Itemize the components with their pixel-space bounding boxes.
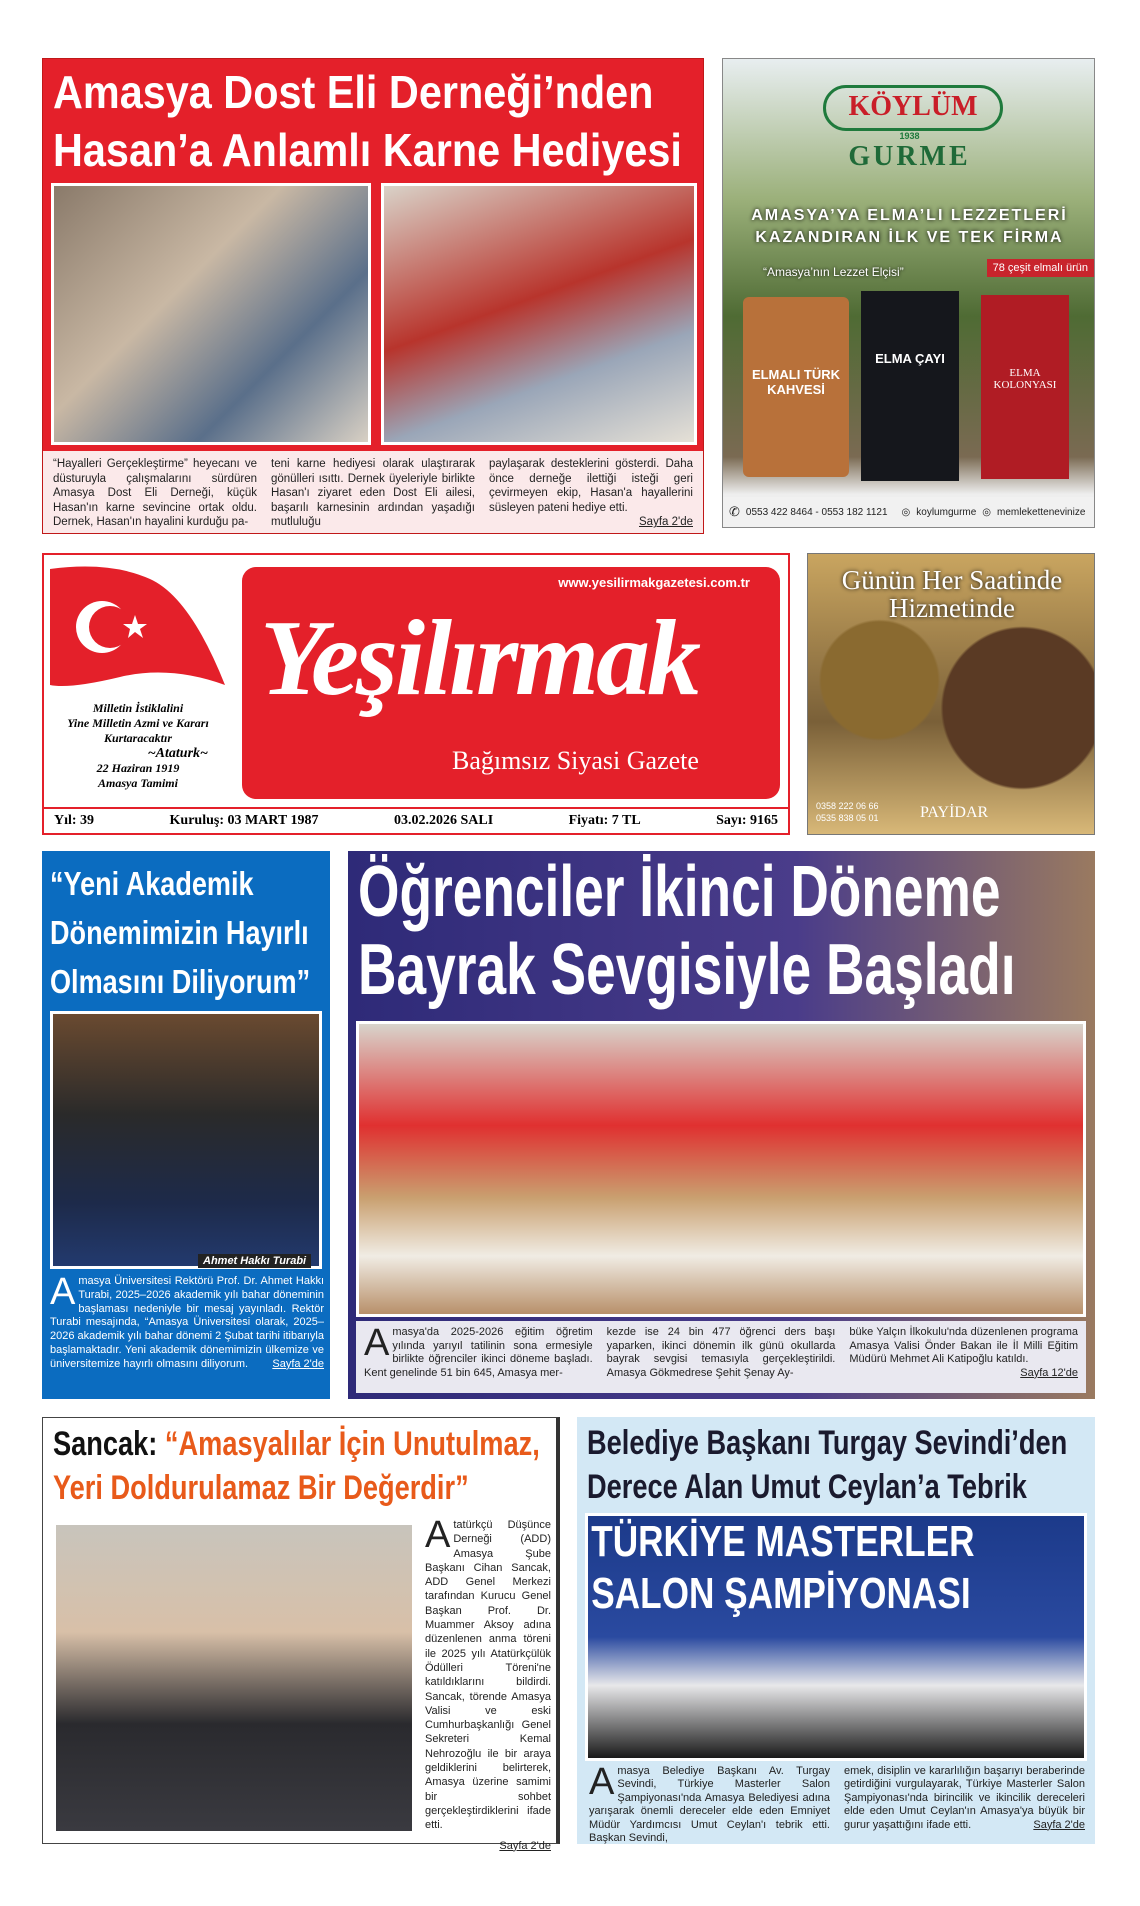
logo-box — [242, 567, 780, 799]
ad-headline: Hizmetinde — [889, 593, 1015, 623]
photo-ahmet-hakki-turabi — [50, 1011, 322, 1269]
photo-classroom-flags — [356, 1021, 1086, 1317]
phone-number: 0358 222 06 66 — [816, 801, 879, 811]
headline-line: Bayrak Sevgisiyle Başladı — [358, 930, 1016, 1010]
price-info: Fiyatı: 7 TL — [568, 813, 641, 828]
story-text: masya Üniversitesi Rektörü Prof. Dr. Ahmet Hakkı Turabi, 2025–2026 akademik yılı bahar döneminin başlaması nedeniyle bir mesaj yayınladı. Rektör Turabi mesajında, “Amasya Üniversitesi olarak, 2025–2026 akademik yılı bahar dönemi 2 Şubat tarihi itibarıyla başlamaktadır. Yeni akademik dönemimizin ülkemize ve üniversitemize hayırlı olmasını diliyorum. — [50, 1275, 324, 1370]
motto-line: Milletin İstiklalini — [92, 701, 184, 715]
instagram-icon: ◎ — [982, 506, 992, 518]
drop-cap: A — [589, 1761, 615, 1803]
slogan-line: AMASYA’YA ELMA’LI LEZZETLERİ — [751, 207, 1068, 224]
issue-info: Sayı: 9165 — [716, 813, 778, 828]
story-akademik-donem — [42, 851, 330, 1399]
story-column: kezde ise 24 bin 477 öğrenci ders başı yaparken, ikinci dönemin ilk günü okullarda bayrak sevgisi temasıyla gerçekleştirildi. Amasya Gökmedrese Şehit Şenay Ay- — [606, 1326, 836, 1379]
photo-hasan-reading — [51, 183, 371, 445]
drop-cap: A — [425, 1514, 451, 1556]
continue-link[interactable]: Sayfa 12'de — [1020, 1366, 1079, 1379]
motto-line: Yine Milletin Azmi ve Kararı — [67, 716, 209, 730]
drop-cap: A — [364, 1322, 390, 1364]
story-column: paylaşarak desteklerini gösterdi. Daha önce derneğe ilettiği isteği geri çevirmeyen ekip, Hasan'a hayallerini süsleyen pateni hediye etti. — [489, 458, 693, 514]
url-text[interactable]: www.yesilirmakgazetesi.com.tr — [558, 575, 750, 590]
headline-line: Öğrenciler İkinci Döneme — [358, 852, 1001, 932]
brand-sub: GURME — [848, 141, 971, 172]
ad-koylum-gurme[interactable] — [722, 58, 1095, 528]
motto-date: 22 Haziran 1919 — [96, 761, 180, 775]
masthead — [42, 553, 790, 835]
headline-line: Amasya Dost Eli Derneği’nden — [53, 66, 654, 118]
story-column: emek, disiplin ve kararlılığın başarıyı beraberinde getirdiğini vurgulayarak, Türkiye Masterler Salon Şampiyonası'nda birincilik ve ikincilik dereceleri elde eden Umut Ceylan'ın Amasya'ya büyük bir gurur yaşattığını ifade etti. — [844, 1765, 1085, 1831]
story-bayrak-sevgisi — [348, 851, 1095, 1399]
newspaper-name: Yeşilırmak — [260, 599, 699, 718]
headline-quote: Yeri Doldurulamaz Bir Değerdir” — [53, 1469, 469, 1507]
headline-quote: “Amasyalılar İçin Unutulmaz, — [164, 1425, 540, 1463]
photo-caption: Ahmet Hakkı Turabi — [198, 1254, 311, 1268]
photo-sancak-nehrozoglu — [53, 1522, 415, 1834]
product-cologne: ELMA KOLONYASI — [981, 295, 1069, 479]
turkish-flag-icon — [50, 565, 230, 695]
tagline: “Amasya’nın Lezzet Elçisi” — [763, 265, 904, 279]
instagram-icon: ◎ — [901, 506, 911, 518]
ad-payidar[interactable] — [807, 553, 1095, 835]
instagram-handle: memlekettenevinize — [997, 506, 1086, 518]
story-column: “Hayalleri Gerçekleştirme” heyecanı ve düsturuyla çalışmalarını sürdüren Amasya Dost Eli Derneği, küçük Hasan'ın karne sevincine ortak oldu. Dernek, Hasan'ın hayalini kurduğu pa- — [53, 458, 257, 529]
brand-name: KÖYLÜM — [848, 91, 978, 122]
product-coffee: ELMALI TÜRK KAHVESİ — [743, 297, 849, 477]
motto-date: Amasya Tamimi — [98, 776, 178, 790]
drop-cap: A — [50, 1271, 76, 1313]
year-info: Yıl: 39 — [54, 813, 95, 828]
headline-line: Derece Alan Umut Ceylan’a Tebrik — [587, 1468, 1027, 1506]
continue-link[interactable]: Sayfa 2'de — [639, 516, 693, 529]
banner-text: SALON ŞAMPİYONASI — [591, 1569, 971, 1618]
product-tea: ELMA ÇAYI — [861, 291, 959, 481]
headline-line: “Yeni Akademik — [50, 865, 254, 902]
story-column: büke Yalçın İlkokulu'nda düzenlenen programa Amasya Valisi Önder Bakan ile İl Milli Eğitim Müdürü Mehmet Ali Katipoğlu katıldı. — [849, 1326, 1079, 1366]
newspaper-subtitle: Bağımsız Siyasi Gazete — [452, 746, 699, 775]
founded-info: Kuruluş: 03 MART 1987 — [169, 813, 319, 828]
payidar-logo: PAYİDAR — [920, 804, 989, 821]
brand-year: 1938 — [899, 131, 920, 141]
headline-line: Olmasını Diliyorum” — [50, 963, 311, 1000]
continue-link[interactable]: Sayfa 2'de — [272, 1357, 324, 1370]
banner-text: TÜRKİYE MASTERLER — [591, 1517, 975, 1566]
badge: 78 çeşit elmalı ürün — [987, 259, 1094, 277]
headline-line: Hasan’a Anlamlı Karne Hediyesi — [53, 124, 682, 176]
instagram-handle: koylumgurme — [916, 506, 977, 518]
story-sancak — [42, 1417, 560, 1852]
continue-link[interactable]: Sayfa 2'de — [1033, 1818, 1085, 1831]
story-column: teni karne hediyesi olarak ulaştırarak gönülleri ısıttı. Dernek üyeleriyle birlikte Hasan'ı ziyaret eden Dost Eli ailesi, başarılı karnesinin ardından yaşadığı mutluluğu — [271, 458, 475, 529]
phone-icon: ✆ — [729, 504, 740, 519]
photo-umut-ceylan-championship — [585, 1513, 1087, 1761]
story-column: masya Belediye Başkanı Av. Turgay Sevindi, Türkiye Masterler Salon Şampiyonası'nda Amasya Belediyesi adına yarışarak önemli dereceler elde eden Emniyet Müdür Yardımcısı Umut Ceylan'ı tebrik etti. Başkan Sevindi, — [589, 1765, 830, 1845]
continue-link[interactable]: Sayfa 2'de — [499, 1839, 551, 1852]
slogan-line: KAZANDIRAN İLK VE TEK FİRMA — [755, 229, 1064, 246]
date-info: 03.02.2026 SALI — [393, 813, 494, 828]
ataturk-signature: ~Ataturk~ — [147, 746, 208, 761]
story-text: tatürkçü Düşünce Derneği (ADD) Amasya Şube Başkanı Cihan Sancak, ADD Genel Merkezi tarafından Kurucu Genel Başkan Prof. Dr. Muammer Aksoy adına düzenlenen anma töreni ile 2025 yılı Atatürkçülük Ödülleri Töreni'ne katıldıklarını bildirdi. Sancak, törende Amasya Valisi ve eski Cumhurbaşkanlığı Genel Sekreteri Kemal Nehrozoğlu ile bir araya geldiklerini belirterek, Amasya üzerine samimi bir sohbet gerçekleştirdiklerini ifade etti. — [425, 1519, 551, 1832]
phone-number: 0535 838 05 01 — [816, 813, 879, 823]
headline-line: Belediye Başkanı Turgay Sevindi’den — [587, 1424, 1068, 1462]
motto-line: Kurtaracaktır — [103, 731, 172, 745]
story-karne-hediyesi — [42, 58, 704, 534]
phone-numbers: 0553 422 8464 - 0553 182 1121 — [745, 506, 888, 518]
photo-hasan-standing — [381, 183, 697, 445]
ad-headline: Günün Her Saatinde — [841, 565, 1063, 595]
story-column: masya'da 2025-2026 eğitim öğretim yılında yarıyıl tatilinin sona ermesiyle birlikte öğrenciler ikinci döneme başladı. Kent genelinde 51 bin 645, Amasya mer- — [364, 1326, 593, 1379]
headline-line: Dönemimizin Hayırlı — [50, 914, 309, 951]
headline-name: Sancak: — [53, 1425, 165, 1463]
story-umut-ceylan — [577, 1417, 1095, 1844]
